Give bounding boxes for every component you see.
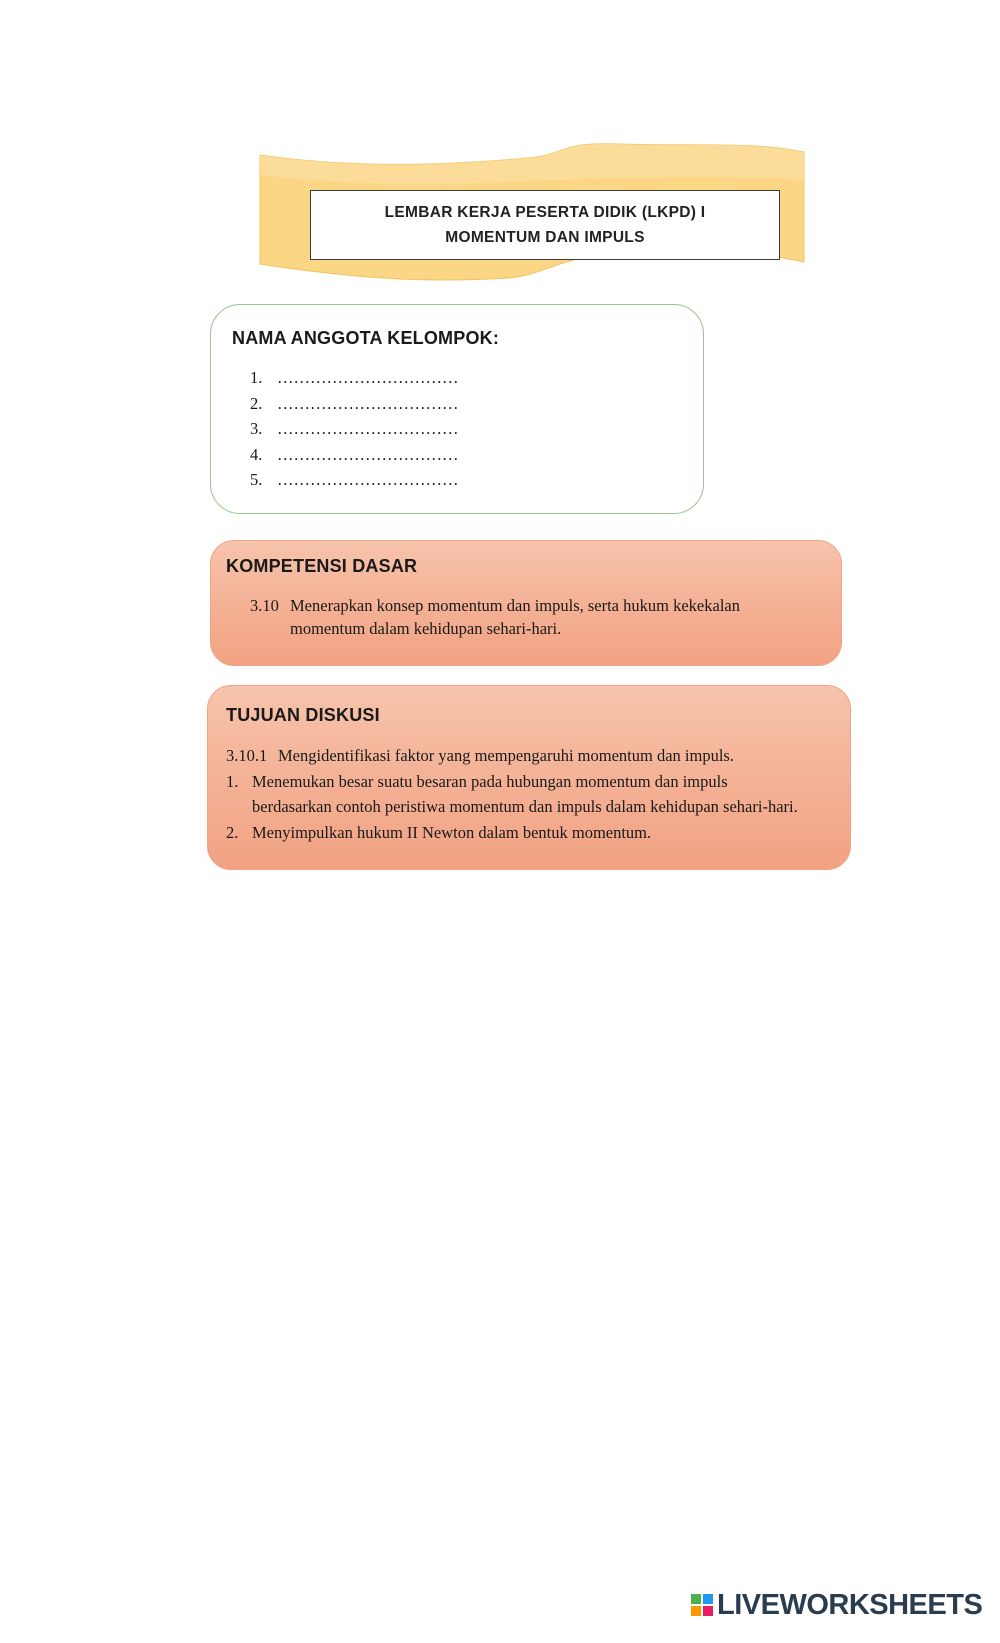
member-blank: …………………………… (277, 444, 459, 464)
tujuan-item-2-line-1: Menyimpulkan hukum II Newton dalam bentuk momentum. (252, 823, 652, 842)
member-blank: …………………………… (277, 393, 459, 413)
member-item[interactable]: 2. …………………………… (250, 393, 459, 413)
kompetensi-line-1: Menerapkan konsep momentum dan impuls, serta hukum kekekalan (290, 596, 740, 615)
tujuan-intro-text: Mengidentifikasi faktor yang mempengaruhi momentum dan impuls. (278, 746, 734, 765)
members-heading: NAMA ANGGOTA KELOMPOK: (232, 328, 500, 348)
tujuan-intro-code: 3.10.1 (226, 746, 268, 765)
member-blank: …………………………… (277, 368, 459, 387)
member-item[interactable]: 4. …………………………… (250, 444, 459, 464)
liveworksheets-logo[interactable] (690, 1587, 982, 1623)
member-item[interactable]: 5. …………………………… (250, 470, 459, 489)
logo-square (690, 1605, 702, 1617)
liveworksheets-brand: LIVEWORKSHEETS (717, 1588, 983, 1621)
tujuan-item-1-line-2: berdasarkan contoh peristiwa momentum dan impuls dalam kehidupan sehari-hari. (252, 797, 798, 816)
tujuan-item-1-num: 1. (226, 772, 239, 791)
title-line-2: MOMENTUM DAN IMPULS (445, 229, 645, 246)
logo-square (702, 1593, 714, 1605)
worksheet-title (310, 190, 780, 260)
member-blank: …………………………… (277, 470, 459, 489)
tujuan-item-2-num: 2. (226, 823, 239, 842)
kompetensi-line-2: momentum dalam kehidupan sehari-hari. (290, 619, 562, 638)
tujuan-item-1-line-1: Menemukan besar suatu besaran pada hubungan momentum dan impuls (252, 772, 728, 791)
member-item[interactable]: 3. …………………………… (250, 419, 459, 438)
logo-square (702, 1605, 714, 1617)
tujuan-heading: TUJUAN DISKUSI (226, 705, 380, 725)
member-blank: …………………………… (277, 419, 459, 438)
member-item[interactable]: 1. …………………………… (250, 368, 459, 387)
logo-square (690, 1593, 702, 1605)
kompetensi-heading: KOMPETENSI DASAR (226, 556, 418, 576)
liveworksheets-icon (690, 1593, 714, 1617)
kompetensi-code: 3.10 (250, 596, 279, 615)
title-line-1: LEMBAR KERJA PESERTA DIDIK (LKPD) I (384, 204, 706, 221)
members-list (250, 365, 459, 493)
